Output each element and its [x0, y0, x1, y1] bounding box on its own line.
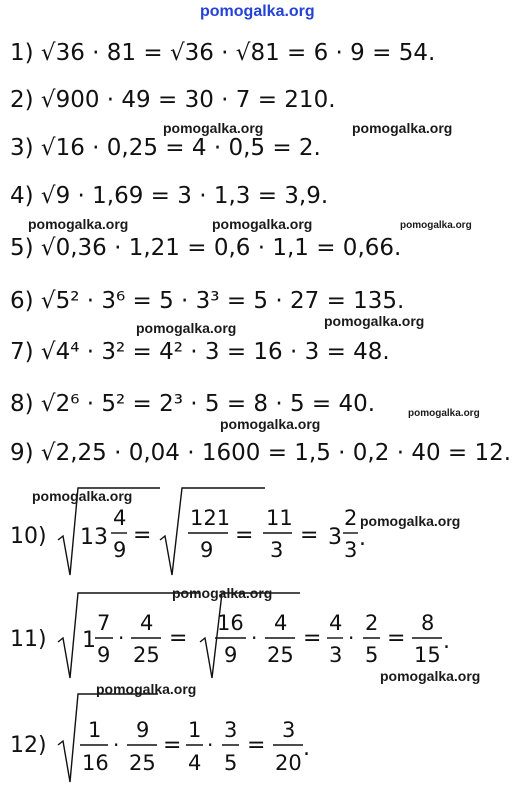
denominator: 3: [270, 538, 284, 562]
result-whole: 3: [328, 525, 342, 550]
line-number: 12): [10, 733, 47, 758]
line-number: 9): [10, 440, 34, 466]
numerator: 3: [224, 718, 238, 742]
denominator: 15: [414, 643, 441, 667]
numerator: 4: [140, 611, 154, 635]
svg-text:·: ·: [251, 626, 258, 650]
watermark-top: pomogalka.org: [200, 3, 315, 20]
svg-text:=: =: [163, 733, 182, 758]
line-number: 8): [10, 391, 34, 417]
watermark: pomogalka.org: [352, 120, 453, 136]
watermark: pomogalka.org: [324, 313, 425, 329]
line-text: √16 · 0,25 = 4 · 0,5 = 2.: [40, 135, 321, 161]
numerator: 4: [274, 611, 288, 635]
svg-text:·: ·: [207, 733, 214, 757]
numerator: 1: [88, 718, 102, 742]
line-text: √0,36 · 1,21 = 0,6 · 1,1 = 0,66.: [40, 235, 402, 261]
numerator: 11: [266, 506, 293, 530]
denominator: 9: [113, 538, 127, 562]
line-text: √5² · 3⁶ = 5 · 3³ = 5 · 27 = 135.: [40, 288, 405, 314]
denominator: 25: [133, 643, 160, 667]
line-text: √4⁴ · 3² = 4² · 3 = 16 · 3 = 48.: [40, 339, 390, 365]
line-number: 5): [10, 235, 34, 261]
denominator: 5: [224, 751, 238, 775]
watermark: pomogalka.org: [360, 513, 461, 529]
svg-text:.: .: [359, 526, 366, 551]
watermark: pomogalka.org: [32, 488, 133, 504]
denominator: 9: [224, 643, 238, 667]
numerator: 121: [190, 506, 231, 530]
line-text: √2,25 · 0,04 · 1600 = 1,5 · 0,2 · 40 = 12.: [40, 440, 512, 466]
line-text: √36 · 81 = √36 · √81 = 6 · 9 = 54.: [40, 40, 436, 66]
svg-text:·: ·: [348, 626, 355, 650]
svg-text:=: =: [387, 626, 406, 651]
svg-text:·: ·: [113, 733, 120, 757]
svg-text:=: =: [235, 523, 254, 548]
numerator: 4: [113, 506, 127, 530]
watermark: pomogalka.org: [408, 408, 480, 419]
denominator: 25: [129, 751, 156, 775]
svg-text:=: =: [169, 626, 188, 651]
watermark: pomogalka.org: [380, 668, 481, 684]
numerator: 8: [421, 611, 435, 635]
svg-text:.: .: [443, 629, 450, 654]
svg-text:=: =: [303, 626, 322, 651]
watermark: pomogalka.org: [136, 320, 237, 336]
line-text: √2⁶ · 5² = 2³ · 5 = 8 · 5 = 40.: [40, 391, 376, 417]
watermark: pomogalka.org: [163, 120, 264, 136]
numerator: 1: [188, 718, 202, 742]
line-number: 3): [10, 135, 34, 161]
watermark: pomogalka.org: [212, 216, 313, 232]
mixed-whole: 1: [82, 628, 96, 653]
denominator: 4: [188, 751, 202, 775]
watermark: pomogalka.org: [96, 681, 197, 697]
svg-text:·: ·: [118, 626, 125, 650]
svg-text:.: .: [303, 736, 310, 761]
line-number: 11): [10, 627, 47, 652]
denominator: 9: [200, 538, 214, 562]
line-text: √9 · 1,69 = 3 · 1,3 = 3,9.: [40, 183, 329, 209]
line-number: 6): [10, 288, 34, 314]
svg-text:=: =: [247, 733, 266, 758]
watermark: pomogalka.org: [400, 220, 472, 231]
numerator: 4: [329, 611, 343, 635]
line-number: 1): [10, 40, 34, 66]
svg-text:=: =: [133, 523, 152, 548]
line-number: 2): [10, 87, 34, 113]
numerator: 7: [97, 611, 111, 635]
numerator: 9: [136, 718, 150, 742]
denominator: 5: [365, 643, 379, 667]
denominator: 9: [97, 643, 111, 667]
numerator: 2: [344, 506, 358, 530]
denominator: 25: [267, 643, 294, 667]
watermark: pomogalka.org: [28, 216, 129, 232]
numerator: 16: [217, 611, 244, 635]
numerator: 3: [282, 718, 296, 742]
denominator: 3: [344, 538, 358, 562]
line-number: 4): [10, 183, 34, 209]
line-number: 10): [10, 524, 47, 549]
watermark: pomogalka.org: [220, 416, 321, 432]
numerator: 2: [365, 611, 379, 635]
watermark: pomogalka.org: [172, 585, 273, 601]
line-text: √900 · 49 = 30 · 7 = 210.: [40, 87, 336, 113]
line-number: 7): [10, 339, 34, 365]
denominator: 20: [275, 751, 302, 775]
denominator: 3: [329, 643, 343, 667]
svg-text:=: =: [300, 523, 319, 548]
denominator: 16: [82, 751, 109, 775]
mixed-whole: 13: [80, 525, 108, 550]
